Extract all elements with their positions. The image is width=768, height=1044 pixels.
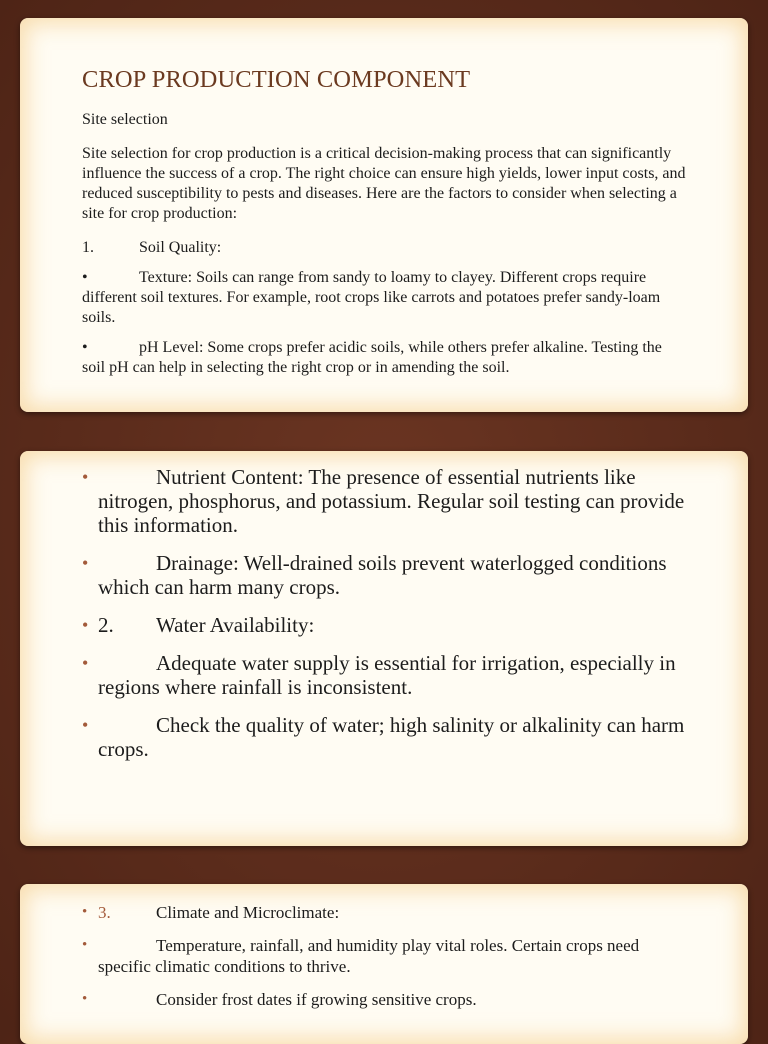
bullet-icon: • [82,937,88,953]
list-item-text: Drainage: Well-drained soils prevent waterlogged conditions which can harm many crops. [98,551,667,599]
bullet-text: Texture: Soils can range from sandy to loamy to clayey. Different crops require different soil textures. For example, root crops like carrots and potatoes prefer sandy-loam soils. [82,269,661,326]
bullet-list [82,465,688,761]
bullet-icon: • [82,904,88,920]
item-number: 1. [82,239,94,256]
list-item-nutrient [82,465,688,537]
list-item-text: Nutrient Content: The presence of essential nutrients like nitrogen, phosphorus, and potassium. Regular soil testing can provide this information. [98,465,685,537]
list-item-text: Consider frost dates if growing sensitive crops. [156,990,477,1009]
list-item-temperature [82,935,688,977]
slide-title: CROP PRODUCTION COMPONENT [82,66,471,93]
item-label: Soil Quality: [139,239,222,256]
list-item-water-quality [82,713,688,761]
slide-1 [20,18,748,412]
bullet-icon: • [82,269,88,286]
bullet-icon: • [82,715,89,735]
bullet-ph-level [82,338,686,378]
bullet-icon: • [82,339,88,356]
bullet-text: pH Level: Some crops prefer acidic soils, while others prefer alkaline. Testing the soil pH can help in selecting the right crop or in amending the soil. [82,339,662,376]
numbered-item-soil-quality [82,238,686,258]
slide-3 [20,884,748,1044]
bullet-icon: • [82,553,89,573]
list-item-climate [82,902,688,923]
item-number: 3. [98,903,111,922]
list-item-text: Temperature, rainfall, and humidity play vital roles. Certain crops need specific climatic conditions to thrive. [98,936,640,976]
list-item-drainage [82,551,688,599]
list-item-text: Water Availability: [156,613,315,637]
bullet-icon: • [82,615,89,635]
bullet-icon: • [82,467,89,487]
item-number: 2. [98,613,114,637]
bullet-texture [82,268,686,328]
list-item-water-supply [82,651,688,699]
list-item-text: Adequate water supply is essential for irrigation, especially in regions where rainfall is inconsistent. [98,651,676,699]
bullet-icon: • [82,991,88,1007]
bullet-list [82,902,688,1010]
slide-2 [20,451,748,846]
list-item-water-availability [82,613,688,637]
intro-paragraph: Site selection for crop production is a critical decision-making process that can significantly influence the success of a crop. The right choice can ensure high yields, lower input costs, and reduced susceptibility to pests and diseases. Here are the factors to consider when selecting a site for crop production: [82,145,686,222]
bullet-icon: • [82,653,89,673]
list-item-text: Check the quality of water; high salinity or alkalinity can harm crops. [98,713,685,761]
list-item-frost [82,989,688,1010]
section-subtitle: Site selection [82,111,168,128]
list-item-text: Climate and Microclimate: [156,903,340,922]
